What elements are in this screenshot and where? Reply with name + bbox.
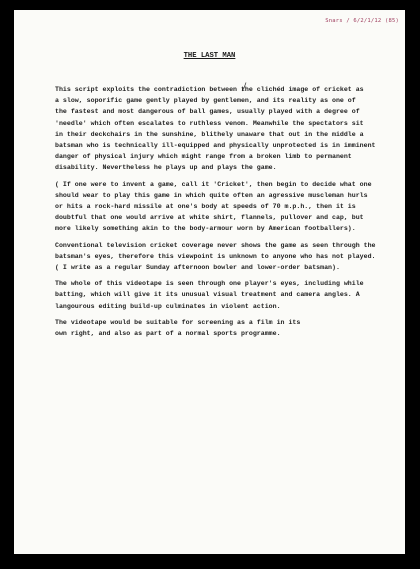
- text-line: ( I write as a regular Sunday afternoon bowler and lower-order batsman).: [55, 264, 340, 272]
- text-line: disability. Nevertheless he plays up and plays the game.: [55, 164, 277, 172]
- text-line: batsman's eyes, therefore this viewpoint is unknown to anyone who has not played.: [55, 252, 376, 260]
- document-title: THE LAST MAN: [183, 52, 236, 60]
- paragraph: [55, 317, 400, 339]
- text-line: more likely something akin to the body-armour worn by American footballers).: [55, 225, 356, 233]
- text-line: the fastest and most dangerous of ball games, usually played with a degree of: [55, 108, 360, 116]
- document-page: [14, 10, 405, 554]
- text-line: should wear to play this game in which quite often an agressive muscleman hurls: [55, 191, 368, 199]
- text-line: own right, and also as part of a normal sports programme.: [55, 330, 281, 338]
- text-line: batsman who is technically ill-equipped and physically unprotected is in imminent: [55, 142, 376, 150]
- text-line: The whole of this videotape is seen through one player's eyes, including while: [55, 280, 364, 288]
- document-body: [55, 84, 400, 344]
- text-line: danger of physical injury which might range from a broken limb to permanent: [55, 153, 352, 161]
- text-line: or hits a rock-hard missile at one's body at speeds of 70 m.p.h., then it is: [55, 203, 356, 211]
- text-line: 'needle' which often escalates to ruthless venom. Meanwhile the spectators sit: [55, 119, 364, 127]
- text-line: doubtful that one would arrive at white shirt, flannels, pullover and cap, but: [55, 214, 364, 222]
- text-line: Conventional television cricket coverage never shows the game as seen through the: [55, 241, 376, 249]
- text-line: langourous editing build-up culminates in violent action.: [55, 302, 281, 310]
- text-line: This script exploits the contradiction between the clichéd image of cricket as: [55, 86, 364, 93]
- paragraph: [55, 84, 400, 174]
- paragraph: [55, 179, 400, 235]
- text-line: The videotape would be suitable for screening as a film in its: [55, 318, 301, 326]
- text-line: in their deckchairs in the sunshine, blithely unaware that out in the middle a: [55, 130, 364, 138]
- paragraph: [55, 278, 400, 312]
- text-line: a slow, soporific game gently played by gentlemen, and its reality as one of: [55, 97, 356, 105]
- archive-reference: Snars / 6/2/1/12 (85): [325, 18, 399, 24]
- text-line: batting, which will give it its unusual visual treatment and camera angles. A: [55, 291, 360, 299]
- paragraph: [55, 240, 400, 274]
- text-line: ( If one were to invent a game, call it 'Cricket', then begin to decide what one: [55, 180, 372, 188]
